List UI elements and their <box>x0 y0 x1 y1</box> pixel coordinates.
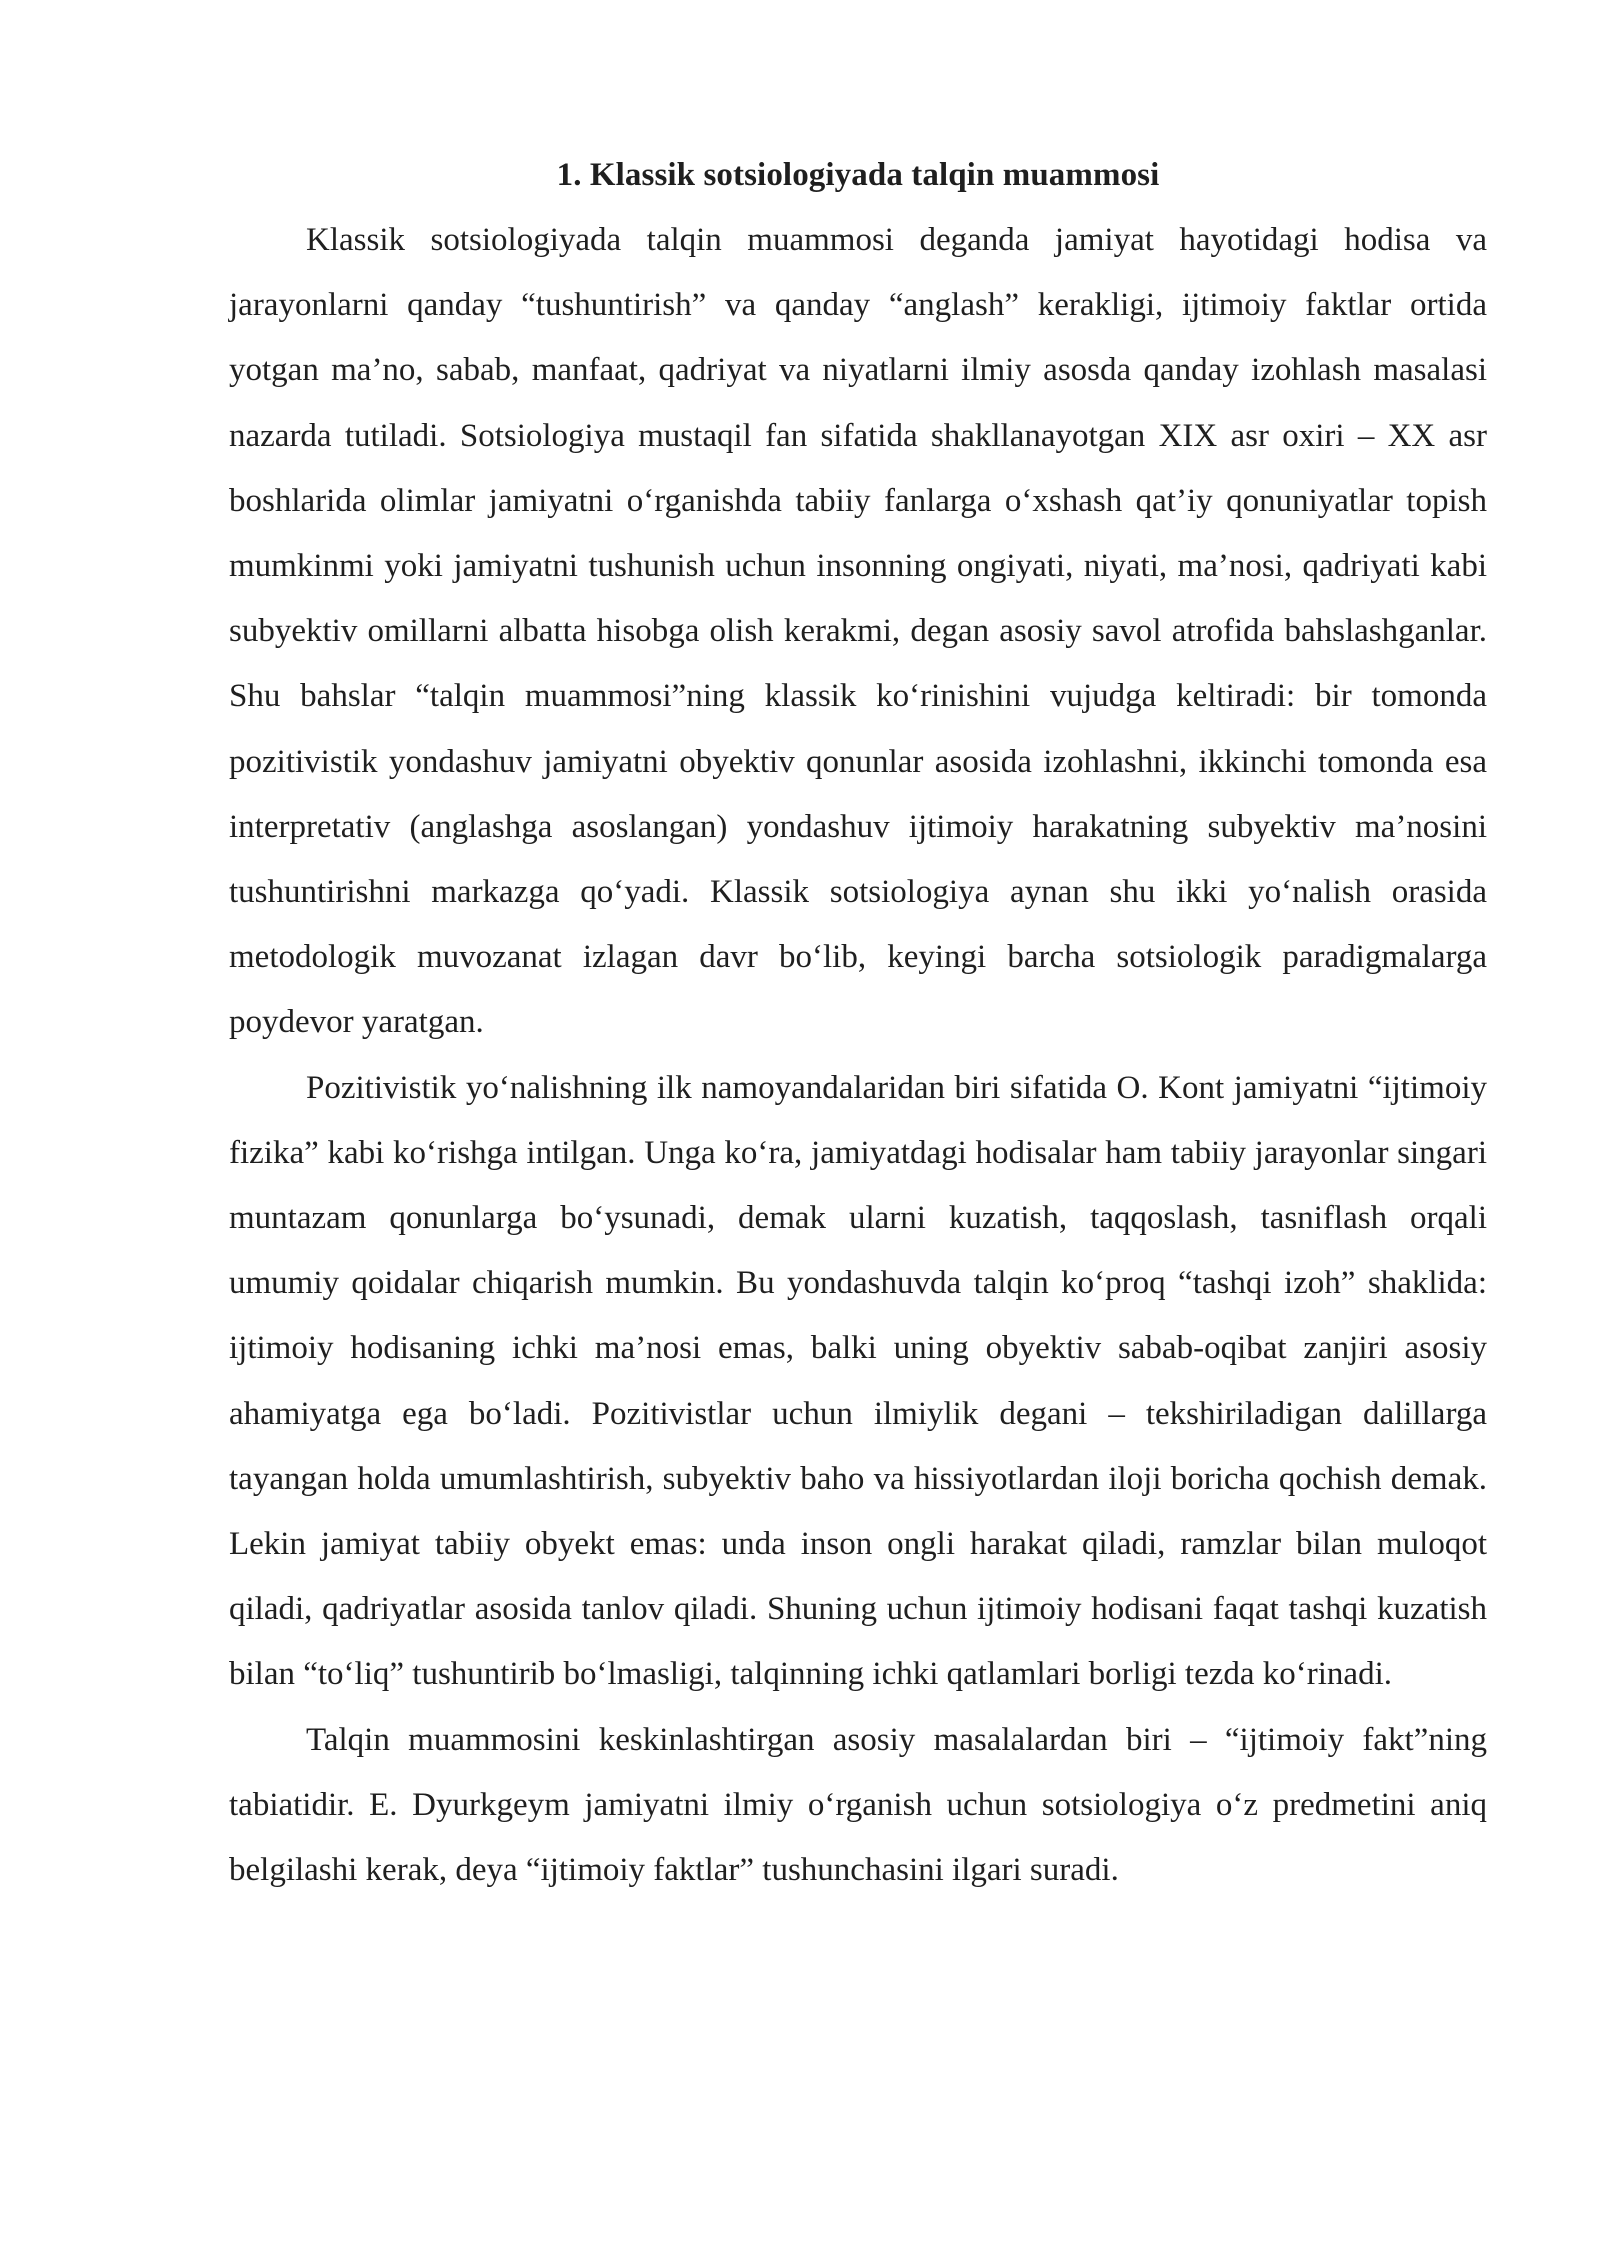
section-title: 1. Klassik sotsiologiyada talqin muammosi <box>556 157 1160 193</box>
page-content <box>229 143 1487 1903</box>
paragraph: Pozitivistik yo‘nalishning ilk namoyandalaridan biri sifatida O. Kont jamiyatni “ijtimoiy fizika” kabi ko‘rishga intilgan. Unga ko‘ra, jamiyatdagi hodisalar ham tabiiy jarayonlar singari muntazam qonunlarga bo‘ysunadi, demak ularni kuzatish, taqqoslash, tasniflash orqali umumiy qoidalar chiqarish mumkin. Bu yondashuvda talqin ko‘proq “tashqi izoh” shaklida: ijtimoiy hodisaning ichki ma’nosi emas, balki uning obyektiv sabab-oqibat zanjiri asosiy ahamiyatga ega bo‘ladi. Pozitivistlar uchun ilmiylik degani – tekshiriladigan dalillarga tayangan holda umumlashtirish, subyektiv baho va hissiyotlardan iloji boricha qochish demak. Lekin jamiyat tabiiy obyekt emas: unda inson ongli harakat qiladi, ramzlar bilan muloqot qiladi, qadriyatlar asosida tanlov qiladi. Shuning uchun ijtimoiy hodisani faqat tashqi kuzatish bilan “to‘liq” tushuntirib bo‘lmasligi, talqinning ichki qatlamlari borligi tezda ko‘rinadi. <box>229 1069 1487 1693</box>
paragraph: Klassik sotsiologiyada talqin muammosi deganda jamiyat hayotidagi hodisa va jarayonlarni qanday “tushuntirish” va qanday “anglash” kerakligi, ijtimoiy faktlar ortida yotgan ma’no, sabab, manfaat, qadriyat va niyatlarni ilmiy asosda qanday izohlash masalasi nazarda tutiladi. Sotsiologiya mustaqil fan sifatida shakllanayotgan XIX asr oxiri – XX asr boshlarida olimlar jamiyatni o‘rganishda tabiiy fanlarga o‘xshash qat’iy qonuniyatlar topish mumkinmi yoki jamiyatni tushunish uchun insonning ongiyati, niyati, ma’nosi, qadriyati kabi subyektiv omillarni albatta hisobga olish kerakmi, degan asosiy savol atrofida bahslashganlar. Shu bahslar “talqin muammosi”ning klassik ko‘rinishini vujudga keltiradi: bir tomonda pozitivistik yondashuv jamiyatni obyektiv qonunlar asosida izohlashni, ikkinchi tomonda esa interpretativ (anglashga asoslangan) yondashuv ijtimoiy harakatning subyektiv ma’nosini tushuntirishni markazga qo‘yadi. Klassik sotsiologiya aynan shu ikki yo‘nalish orasida metodologik muvozanat izlagan davr bo‘lib, keyingi barcha sotsiologik paradigmalarga poydevor yaratgan. <box>229 222 1487 1041</box>
paragraph: Talqin muammosini keskinlashtirgan asosiy masalalardan biri – “ijtimoiy fakt”ning tabiatidir. E. Dyurkgeym jamiyatni ilmiy o‘rganish uchun sotsiologiya o‘z predmetini aniq belgilashi kerak, deya “ijtimoiy faktlar” tushunchasini ilgari suradi. <box>229 1721 1487 1889</box>
